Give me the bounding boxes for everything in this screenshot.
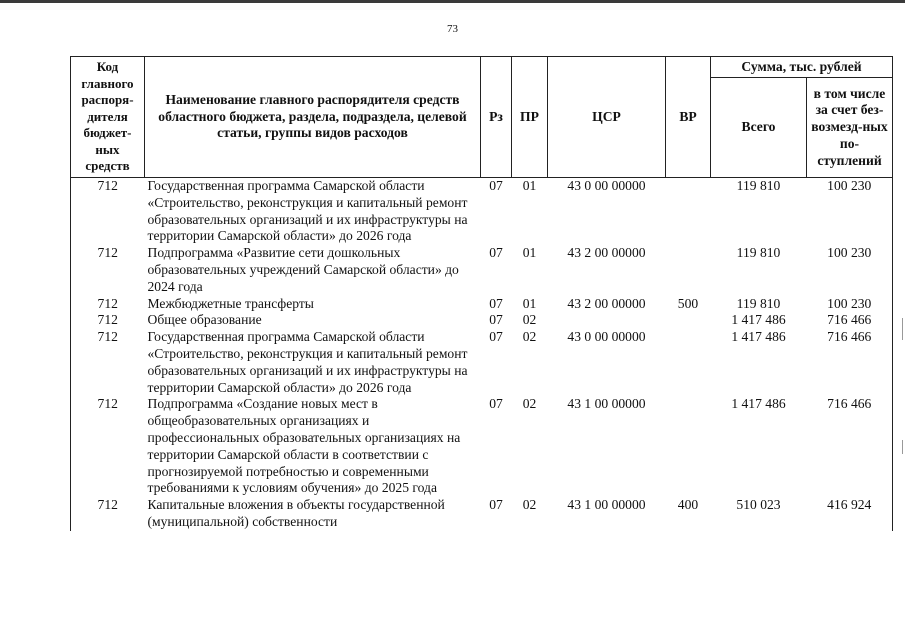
cell-rz: 07	[489, 178, 503, 193]
cell-code: 712	[71, 312, 145, 329]
cell-code: 712	[71, 497, 145, 531]
header-csr: ЦСР	[548, 57, 666, 178]
cell-rz: 07	[489, 312, 503, 328]
cell-rz: 07	[489, 396, 503, 412]
cell-pr: 02	[522, 396, 537, 412]
table-row	[71, 497, 893, 531]
cell-code: 712	[71, 396, 145, 497]
cell-free: 100 230	[807, 178, 893, 246]
cell-rz: 07	[489, 295, 503, 311]
cell-vr: 400	[677, 497, 699, 513]
cell-vr: 500	[677, 295, 699, 311]
cell-total: 510 023	[736, 497, 781, 513]
cell-free: 100 230	[807, 296, 893, 313]
cell-csr: 43 1 00 00000	[567, 396, 646, 412]
cell-pr: 01	[522, 178, 537, 193]
header-sum: Сумма, тыс. рублей	[711, 57, 893, 78]
header-pr: ПР	[512, 57, 548, 178]
cell-rz: 07	[489, 497, 503, 513]
table-row	[71, 396, 893, 497]
cell-free: 716 466	[807, 396, 893, 497]
header-code: Код главного распоря-дителя бюджет-ных средств	[71, 57, 145, 178]
cell-free: 716 466	[807, 312, 893, 329]
header-row	[71, 57, 893, 78]
cell-total: 119 810	[736, 245, 781, 261]
header-vr: ВР	[666, 57, 711, 178]
cell-name: Межбюджетные трансферты	[147, 295, 314, 311]
cell-vr	[666, 312, 711, 329]
cell-total: 1 417 486	[731, 312, 786, 328]
cell-csr	[548, 312, 666, 329]
cell-name: Государственная программа Самарской области «Строительство, реконструкция и капитальный ремонт образовательных организаций и их инфраструктуры на территории Самарской области» до 2026 года	[147, 178, 468, 244]
cell-code: 712	[71, 178, 145, 246]
budget-table	[70, 56, 893, 531]
scan-edge-mark	[902, 318, 903, 340]
page-number: 73	[447, 23, 458, 35]
cell-name: Капитальные вложения в объекты государственной (муниципальной) собственности	[147, 497, 445, 529]
cell-csr: 43 1 00 00000	[567, 497, 646, 513]
cell-name: Государственная программа Самарской области «Строительство, реконструкция и капитальный ремонт образовательных организаций и их инфраструктуры на территории Самарской области» до 2026 года	[147, 329, 468, 395]
cell-rz: 07	[489, 245, 503, 261]
cell-pr: 01	[522, 295, 537, 311]
cell-code: 712	[71, 296, 145, 313]
table-row	[71, 245, 893, 295]
cell-free: 416 924	[807, 497, 893, 531]
cell-pr: 02	[522, 497, 537, 513]
cell-csr: 43 0 00 00000	[567, 178, 646, 193]
header-free: в том числе за счет без-возмезд-ных по-ступлений	[807, 78, 893, 178]
scan-edge-mark	[902, 440, 903, 454]
table-body	[71, 178, 893, 531]
cell-total: 1 417 486	[731, 329, 786, 345]
cell-free: 716 466	[807, 329, 893, 396]
header-rz: Рз	[481, 57, 512, 178]
cell-code: 712	[71, 245, 145, 295]
cell-csr: 43 2 00 00000	[567, 295, 646, 311]
cell-total: 1 417 486	[731, 396, 786, 412]
cell-name: Общее образование	[147, 312, 262, 328]
cell-name: Подпрограмма «Создание новых мест в общеобразовательных организациях и профессиональных образовательных организациях на территории Самарской области в соответствии с прогнозируемой потребностью и современными требованиями к условиям обучения» до 2025 года	[147, 396, 461, 496]
table-row	[71, 312, 893, 329]
table-row	[71, 296, 893, 313]
header-total: Всего	[711, 78, 807, 178]
cell-vr	[666, 396, 711, 497]
top-rule	[0, 0, 905, 3]
table-row	[71, 329, 893, 396]
header-name: Наименование главного распорядителя средств областного бюджета, раздела, подраздела, целевой статьи, группы видов расходов	[145, 57, 481, 178]
cell-code: 712	[71, 329, 145, 396]
cell-pr: 02	[522, 329, 537, 345]
cell-free: 100 230	[807, 245, 893, 295]
cell-rz: 07	[489, 329, 503, 345]
cell-total: 119 810	[736, 178, 781, 193]
cell-csr: 43 2 00 00000	[567, 245, 646, 261]
table-row	[71, 178, 893, 246]
cell-csr: 43 0 00 00000	[567, 329, 646, 345]
cell-pr: 02	[522, 312, 537, 328]
cell-vr	[666, 329, 711, 396]
cell-vr	[666, 245, 711, 295]
cell-pr: 01	[522, 245, 537, 261]
cell-vr	[666, 178, 711, 246]
cell-name: Подпрограмма «Развитие сети дошкольных образовательных учреждений Самарской области» до 2024 года	[147, 245, 459, 294]
cell-total: 119 810	[736, 295, 781, 311]
